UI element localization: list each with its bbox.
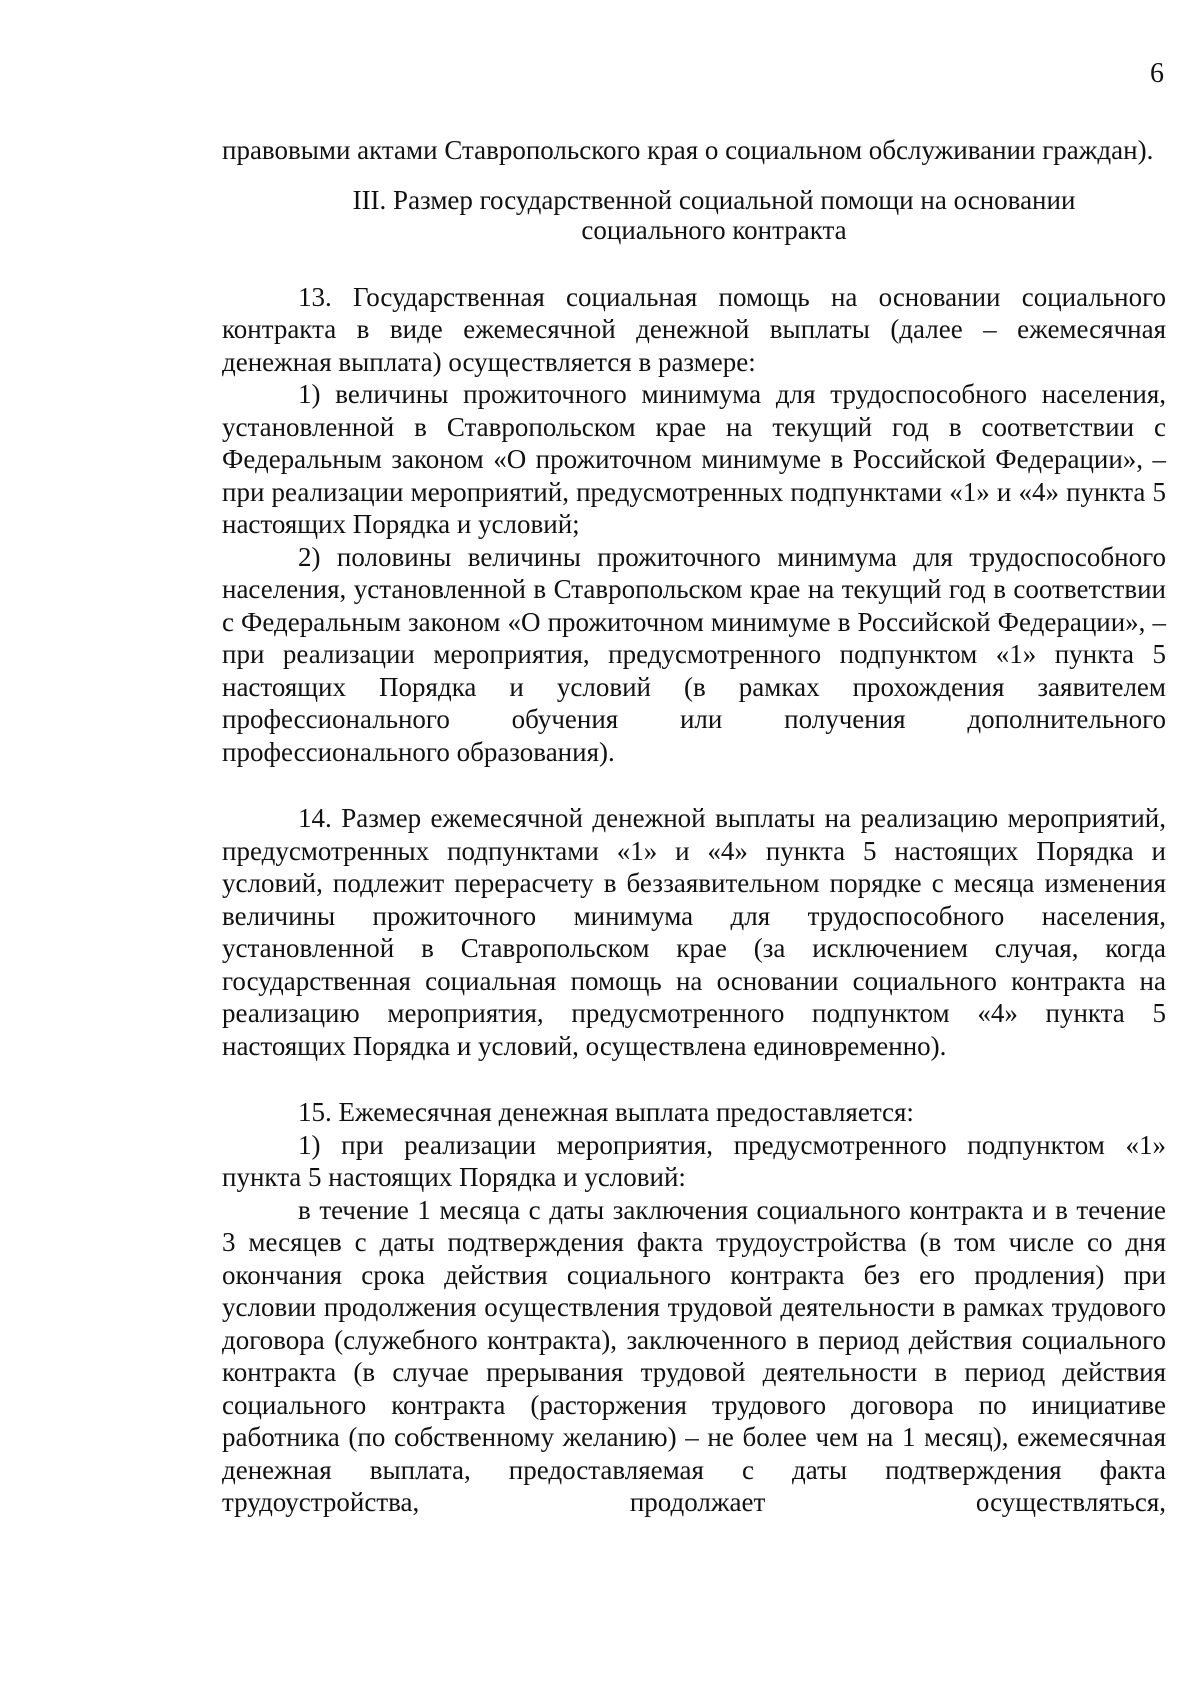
paragraph-13: 13. Государственная социальная помощь на основании социального контракта в виде ежемесячной денежной выплаты (далее – ежемесячная денежная выплата) осуществляется в размере: [222, 281, 1166, 377]
paragraph-13-2: 2) половины величины прожиточного минимума для трудоспособного населения, установленной в Ставропольском крае на текущий год в соответствии с Федеральным законом «О прожиточном минимуме в Российской Федерации», – при реализации мероприятия, предусмотренного подпунктом «1» пункта 5 настоящих Порядка и условий (в рамках прохождения заявителем профессионального обучения или получения дополнительного профессионального образования). [222, 541, 1166, 767]
section-heading [222, 185, 1166, 245]
paragraph-14: 14. Размер ежемесячной денежной выплаты на реализацию мероприятий, предусмотренных подпунктами «1» и «4» пункта 5 настоящих Порядка и условий, подлежит перерасчету в беззаявительном порядке с месяца изменения величины прожиточного минимума для трудоспособного населения, установленной в Ставропольском крае (за исключением случая, когда государственная социальная помощь на основании социального контракта на реализацию мероприятия, предусмотренного подпунктом «4» пункта 5 настоящих Порядка и условий, осуществлена единовременно). [222, 803, 1166, 1061]
section-heading-line-1: III. Размер государственной социальной помощи на основании [352, 184, 1076, 215]
paragraph-15-1-a: в течение 1 месяца с даты заключения социального контракта и в течение 3 месяцев с даты подтверждения факта трудоустройства (в том числе со дня окончания срока действия социального контракта без его продления) при условии продолжения осуществления трудовой деятельности в рамках трудового договора (служебного контракта), заключенного в период действия социального контракта (в случае прерывания трудовой деятельности в период действия социального контракта (расторжения трудового договора по инициативе работника (по собственному желанию) – не более чем на 1 месяц), ежемесячная денежная выплата, предоставляемая с даты подтверждения факта трудоустройства, продолжает осуществляться, [222, 1194, 1166, 1517]
paragraph-15: 15. Ежемесячная денежная выплата предоставляется: [298, 1097, 914, 1127]
section-heading-line-2: социального контракта [581, 214, 847, 245]
document-body [222, 134, 1166, 1519]
page-number: 6 [1150, 58, 1164, 89]
paragraph-13-1: 1) величины прожиточного минимума для трудоспособного населения, установленной в Ставропольском крае на текущий год в соответствии с Федеральным законом «О прожиточном минимуме в Российской Федерации», – при реализации мероприятий, предусмотренных подпунктами «1» и «4» пункта 5 настоящих Порядка и условий; [222, 379, 1166, 539]
paragraph-15-1: 1) при реализации мероприятия, предусмотренного подпунктом «1» пункта 5 настоящих Порядка и условий: [222, 1129, 1166, 1192]
paragraph-continuation: правовыми актами Ставропольского края о социальном обслуживании граждан). [222, 135, 1154, 165]
